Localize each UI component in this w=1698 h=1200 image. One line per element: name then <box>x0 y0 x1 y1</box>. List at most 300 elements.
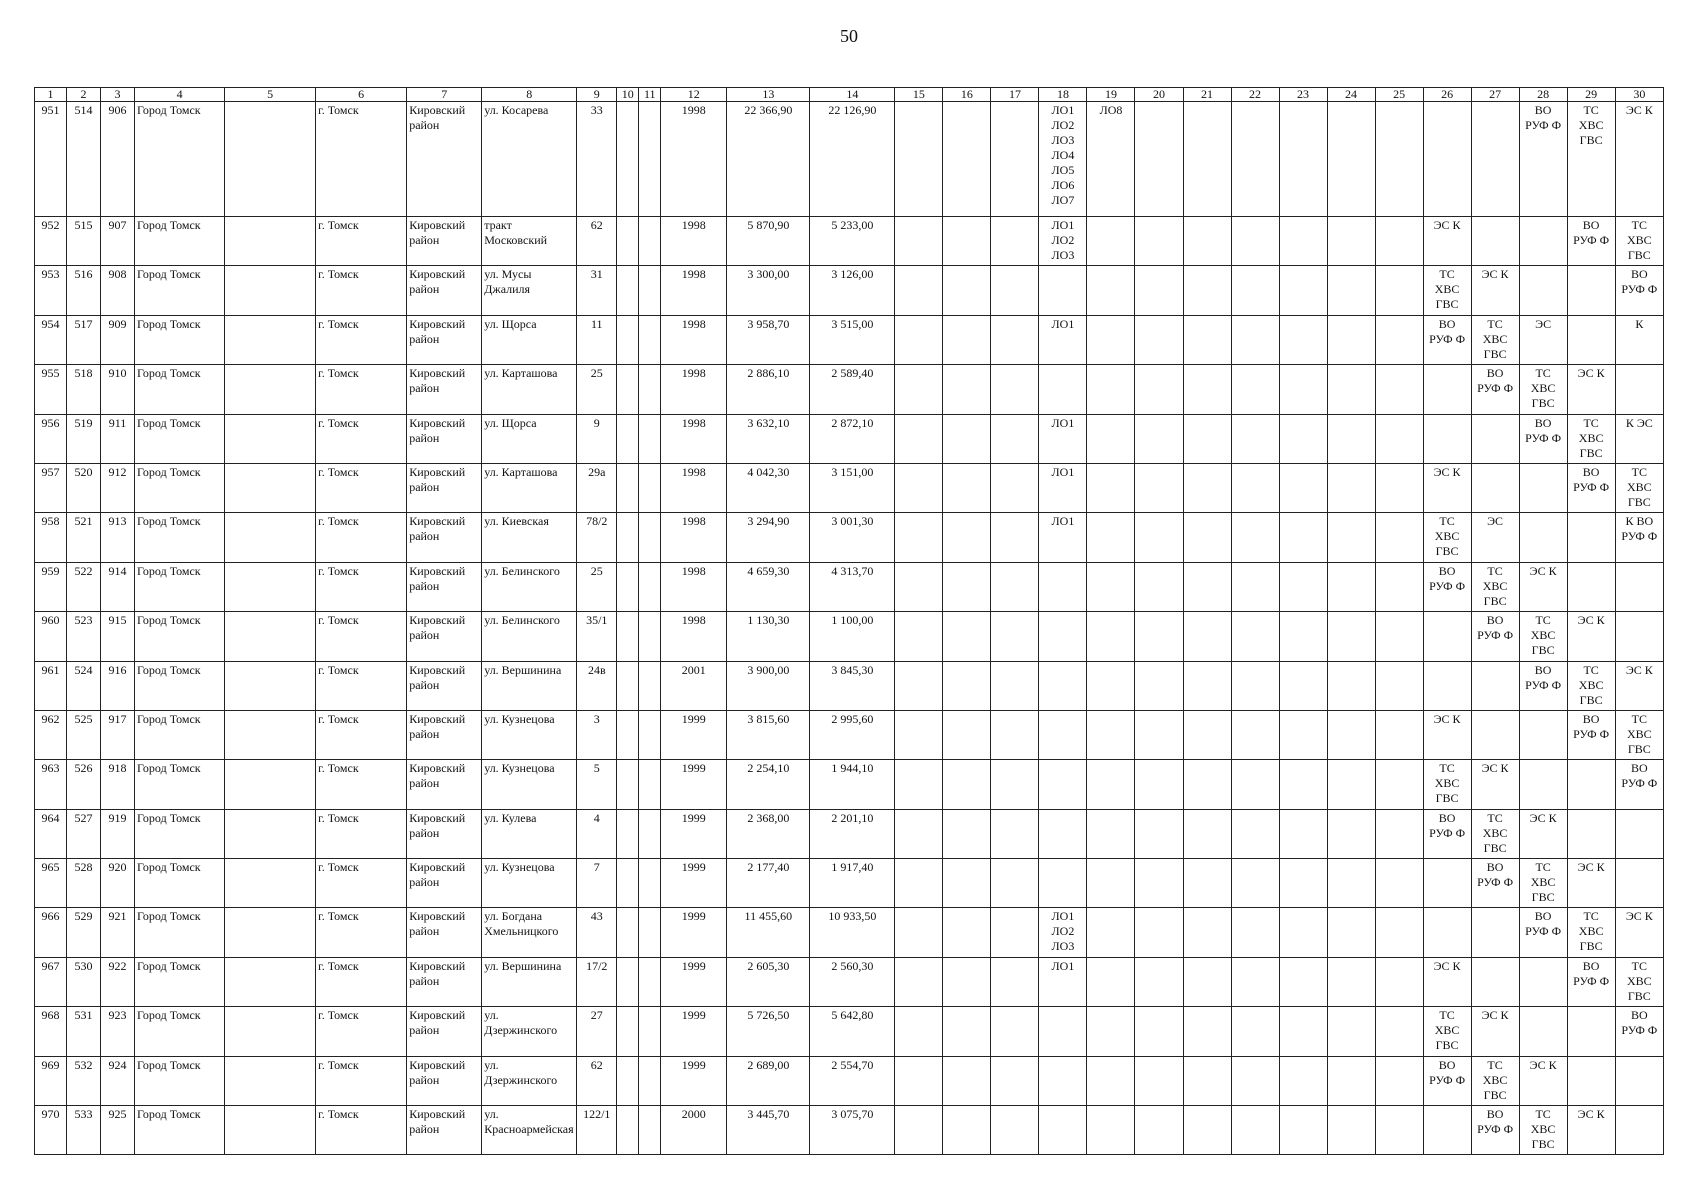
table-cell: 3 900,00 <box>727 661 810 710</box>
table-cell <box>1135 957 1183 1006</box>
table-cell <box>1279 957 1327 1006</box>
table-cell: 918 <box>101 760 135 809</box>
table-cell: ТС ХВС ГВС <box>1567 414 1615 463</box>
table-cell: 10 933,50 <box>810 908 895 957</box>
table-cell <box>1231 217 1279 266</box>
table-cell <box>1135 315 1183 364</box>
table-cell: г. Томск <box>316 365 407 414</box>
table-cell <box>617 102 639 217</box>
table-cell <box>1135 414 1183 463</box>
table-row <box>35 414 1664 463</box>
table-cell: 22 366,90 <box>727 102 810 217</box>
table-cell <box>639 1007 661 1056</box>
table-cell: 911 <box>101 414 135 463</box>
table-cell: 526 <box>67 760 101 809</box>
table-cell <box>1375 760 1423 809</box>
table-cell <box>225 513 316 562</box>
table-row <box>35 809 1664 858</box>
table-cell: 955 <box>35 365 67 414</box>
column-header: 16 <box>943 88 991 102</box>
table-cell: ТС ХВС ГВС <box>1615 957 1663 1006</box>
table-cell: 122/1 <box>577 1106 617 1155</box>
table-cell <box>1231 760 1279 809</box>
table-cell: 952 <box>35 217 67 266</box>
table-cell <box>1087 562 1135 611</box>
table-cell: 960 <box>35 612 67 661</box>
table-cell <box>639 760 661 809</box>
table-cell <box>617 1056 639 1105</box>
table-cell: ул. Вершинина <box>482 957 577 1006</box>
table-cell <box>225 710 316 759</box>
table-cell <box>1087 414 1135 463</box>
table-cell <box>1039 266 1087 315</box>
table-cell: 917 <box>101 710 135 759</box>
table-cell <box>639 217 661 266</box>
table-cell <box>1183 266 1231 315</box>
table-cell: ЭС К <box>1519 809 1567 858</box>
table-cell: г. Томск <box>316 562 407 611</box>
table-cell <box>639 710 661 759</box>
table-cell <box>1087 315 1135 364</box>
table-cell: Кировский район <box>407 513 482 562</box>
table-cell: ВО РУФ Ф <box>1615 1007 1663 1056</box>
table-cell: 957 <box>35 463 67 512</box>
table-cell <box>1183 315 1231 364</box>
table-cell: 923 <box>101 1007 135 1056</box>
table-cell <box>1039 365 1087 414</box>
table-row <box>35 612 1664 661</box>
table-cell: 1999 <box>661 1056 727 1105</box>
table-cell: 962 <box>35 710 67 759</box>
table-cell: ЭС К <box>1615 102 1663 217</box>
table-cell <box>1183 661 1231 710</box>
table-cell <box>1087 1106 1135 1155</box>
table-cell: 3 632,10 <box>727 414 810 463</box>
table-cell <box>1135 102 1183 217</box>
table-cell: ВО РУФ Ф <box>1423 315 1471 364</box>
table-cell <box>943 463 991 512</box>
table-cell: г. Томск <box>316 266 407 315</box>
table-cell <box>1375 217 1423 266</box>
table-cell <box>1087 710 1135 759</box>
table-cell: 913 <box>101 513 135 562</box>
column-header: 8 <box>482 88 577 102</box>
table-cell: 525 <box>67 710 101 759</box>
table-cell <box>1567 513 1615 562</box>
table-cell <box>1471 908 1519 957</box>
table-cell <box>1615 1056 1663 1105</box>
table-cell: 43 <box>577 908 617 957</box>
table-cell: 527 <box>67 809 101 858</box>
table-cell: г. Томск <box>316 908 407 957</box>
table-cell <box>639 102 661 217</box>
table-cell <box>991 562 1039 611</box>
table-cell <box>895 957 943 1006</box>
table-cell <box>895 513 943 562</box>
table-cell <box>1135 513 1183 562</box>
table-cell <box>225 760 316 809</box>
column-header: 10 <box>617 88 639 102</box>
table-cell: 5 642,80 <box>810 1007 895 1056</box>
table-cell: тракт Московский <box>482 217 577 266</box>
column-header: 6 <box>316 88 407 102</box>
table-cell: г. Томск <box>316 661 407 710</box>
table-cell <box>1039 710 1087 759</box>
table-cell <box>1423 365 1471 414</box>
table-cell <box>895 562 943 611</box>
table-cell <box>225 562 316 611</box>
table-cell <box>991 760 1039 809</box>
table-cell: ул. Кузнецова <box>482 859 577 908</box>
table-cell <box>1615 859 1663 908</box>
table-cell: ЭС <box>1519 315 1567 364</box>
table-cell <box>1423 1106 1471 1155</box>
table-cell: 519 <box>67 414 101 463</box>
table-cell <box>1279 266 1327 315</box>
table-row <box>35 908 1664 957</box>
table-cell <box>1231 809 1279 858</box>
table-cell <box>1567 315 1615 364</box>
column-header: 25 <box>1375 88 1423 102</box>
column-header: 22 <box>1231 88 1279 102</box>
table-cell <box>895 809 943 858</box>
table-cell: 24в <box>577 661 617 710</box>
table-cell: ТС ХВС ГВС <box>1615 463 1663 512</box>
table-cell: 3 445,70 <box>727 1106 810 1155</box>
column-header: 19 <box>1087 88 1135 102</box>
table-cell: ул. Щорса <box>482 414 577 463</box>
table-cell <box>1615 1106 1663 1155</box>
table-cell: 1999 <box>661 908 727 957</box>
table-cell: 531 <box>67 1007 101 1056</box>
table-cell: ул. Щорса <box>482 315 577 364</box>
table-cell <box>1327 217 1375 266</box>
table-cell <box>943 957 991 1006</box>
table-cell <box>639 315 661 364</box>
table-cell <box>895 414 943 463</box>
table-cell <box>1327 760 1375 809</box>
table-cell: Город Томск <box>135 1007 225 1056</box>
column-header: 17 <box>991 88 1039 102</box>
table-cell: г. Томск <box>316 1007 407 1056</box>
table-cell <box>639 1056 661 1105</box>
table-cell <box>1231 1106 1279 1155</box>
table-cell <box>1327 908 1375 957</box>
table-cell: ВО РУФ Ф <box>1471 365 1519 414</box>
table-cell: 33 <box>577 102 617 217</box>
table-cell <box>639 463 661 512</box>
table-cell <box>1231 859 1279 908</box>
table-cell <box>991 809 1039 858</box>
housing-register-table <box>34 87 1664 1155</box>
column-header: 13 <box>727 88 810 102</box>
table-cell: ТС ХВС ГВС <box>1567 661 1615 710</box>
table-cell: 2 886,10 <box>727 365 810 414</box>
table-cell: Кировский район <box>407 957 482 1006</box>
table-cell <box>943 710 991 759</box>
table-cell: Город Томск <box>135 102 225 217</box>
table-cell <box>1327 612 1375 661</box>
table-cell: Кировский район <box>407 463 482 512</box>
table-cell <box>1615 365 1663 414</box>
table-cell: 1998 <box>661 612 727 661</box>
table-cell <box>617 513 639 562</box>
table-cell: 1999 <box>661 710 727 759</box>
table-cell <box>943 1007 991 1056</box>
table-cell <box>1423 414 1471 463</box>
table-cell: 2 872,10 <box>810 414 895 463</box>
table-cell: ЭС К <box>1471 266 1519 315</box>
table-cell: 521 <box>67 513 101 562</box>
table-cell <box>943 513 991 562</box>
table-cell: Город Томск <box>135 957 225 1006</box>
table-cell: 2 177,40 <box>727 859 810 908</box>
table-cell <box>225 908 316 957</box>
table-cell: ВО РУФ Ф <box>1567 217 1615 266</box>
table-cell: ЭС К <box>1471 1007 1519 1056</box>
table-cell: 2 560,30 <box>810 957 895 1006</box>
column-header: 18 <box>1039 88 1087 102</box>
table-cell: ВО РУФ Ф <box>1471 1106 1519 1155</box>
table-cell <box>895 612 943 661</box>
table-cell <box>1375 315 1423 364</box>
table-cell <box>1231 661 1279 710</box>
table-cell <box>895 315 943 364</box>
table-cell: Кировский район <box>407 760 482 809</box>
table-cell <box>1471 463 1519 512</box>
table-cell: ул. Кулева <box>482 809 577 858</box>
table-cell: Город Томск <box>135 710 225 759</box>
table-cell: 1 917,40 <box>810 859 895 908</box>
table-cell: ВО РУФ Ф <box>1519 414 1567 463</box>
table-cell <box>991 710 1039 759</box>
table-cell <box>1087 1007 1135 1056</box>
table-cell: ЛО1 ЛО2 ЛО3 ЛО4 ЛО5 ЛО6 ЛО7 <box>1039 102 1087 217</box>
table-cell: 3 151,00 <box>810 463 895 512</box>
table-cell: Кировский район <box>407 661 482 710</box>
table-cell <box>617 957 639 1006</box>
table-cell <box>1327 957 1375 1006</box>
table-cell <box>1423 102 1471 217</box>
table-cell: 533 <box>67 1106 101 1155</box>
table-cell <box>1183 957 1231 1006</box>
table-cell <box>1327 1007 1375 1056</box>
table-cell <box>1471 102 1519 217</box>
table-cell <box>1231 562 1279 611</box>
table-cell <box>895 1056 943 1105</box>
table-cell: 2 689,00 <box>727 1056 810 1105</box>
table-cell <box>617 760 639 809</box>
table-cell <box>1279 1106 1327 1155</box>
table-cell <box>225 612 316 661</box>
table-cell <box>1231 612 1279 661</box>
table-cell: 924 <box>101 1056 135 1105</box>
table-cell: г. Томск <box>316 809 407 858</box>
table-cell: 951 <box>35 102 67 217</box>
table-row <box>35 1007 1664 1056</box>
table-row <box>35 562 1664 611</box>
table-cell <box>1039 1007 1087 1056</box>
table-cell <box>895 908 943 957</box>
table-cell <box>1375 859 1423 908</box>
table-cell <box>943 908 991 957</box>
table-cell: Город Томск <box>135 217 225 266</box>
table-cell: 4 042,30 <box>727 463 810 512</box>
table-cell <box>1327 315 1375 364</box>
table-cell: 970 <box>35 1106 67 1155</box>
table-cell: 78/2 <box>577 513 617 562</box>
column-header: 20 <box>1135 88 1183 102</box>
table-cell <box>639 562 661 611</box>
column-header: 29 <box>1567 88 1615 102</box>
table-cell <box>225 414 316 463</box>
table-cell <box>943 102 991 217</box>
table-cell <box>1327 266 1375 315</box>
table-cell: Город Томск <box>135 1056 225 1105</box>
table-cell: ЭС К <box>1519 1056 1567 1105</box>
table-cell: ЭС К <box>1615 661 1663 710</box>
table-cell <box>895 266 943 315</box>
table-cell <box>1279 908 1327 957</box>
table-cell <box>1567 562 1615 611</box>
table-cell <box>1039 1056 1087 1105</box>
table-cell <box>639 1106 661 1155</box>
table-cell <box>1087 365 1135 414</box>
table-cell <box>1471 661 1519 710</box>
table-cell <box>1087 809 1135 858</box>
column-header: 26 <box>1423 88 1471 102</box>
table-cell <box>1327 513 1375 562</box>
table-cell: г. Томск <box>316 1056 407 1105</box>
table-cell <box>639 414 661 463</box>
table-cell <box>1279 102 1327 217</box>
table-cell: ТС ХВС ГВС <box>1423 513 1471 562</box>
table-cell <box>1375 513 1423 562</box>
table-cell: К ВО РУФ Ф <box>1615 513 1663 562</box>
table-cell: г. Томск <box>316 513 407 562</box>
table-cell: 1998 <box>661 315 727 364</box>
table-cell: 3 845,30 <box>810 661 895 710</box>
table-row <box>35 315 1664 364</box>
table-cell <box>943 612 991 661</box>
table-cell <box>895 1106 943 1155</box>
column-header: 23 <box>1279 88 1327 102</box>
table-cell <box>1183 463 1231 512</box>
table-cell: 1 944,10 <box>810 760 895 809</box>
table-cell: 35/1 <box>577 612 617 661</box>
table-cell <box>991 217 1039 266</box>
table-cell: Город Томск <box>135 859 225 908</box>
table-cell: 524 <box>67 661 101 710</box>
table-cell: 910 <box>101 365 135 414</box>
table-cell: Кировский район <box>407 1106 482 1155</box>
table-cell: 908 <box>101 266 135 315</box>
table-cell <box>1519 266 1567 315</box>
table-cell: Кировский район <box>407 266 482 315</box>
table-cell <box>1231 1007 1279 1056</box>
table-cell <box>1087 266 1135 315</box>
table-cell <box>1279 612 1327 661</box>
table-cell: 5 726,50 <box>727 1007 810 1056</box>
table-cell: ТС ХВС ГВС <box>1423 760 1471 809</box>
table-cell <box>1231 414 1279 463</box>
table-cell: Кировский район <box>407 710 482 759</box>
table-cell <box>1375 661 1423 710</box>
table-cell: г. Томск <box>316 315 407 364</box>
table-cell: 915 <box>101 612 135 661</box>
table-cell <box>991 513 1039 562</box>
table-cell: 4 659,30 <box>727 562 810 611</box>
table-cell <box>991 315 1039 364</box>
table-cell <box>943 661 991 710</box>
table-cell: К ЭС <box>1615 414 1663 463</box>
table-cell: ВО РУФ Ф <box>1567 710 1615 759</box>
column-header: 28 <box>1519 88 1567 102</box>
table-cell <box>1183 414 1231 463</box>
column-header: 24 <box>1327 88 1375 102</box>
table-cell <box>1183 562 1231 611</box>
table-cell: Кировский район <box>407 1056 482 1105</box>
table-cell: 2 254,10 <box>727 760 810 809</box>
table-cell: Кировский район <box>407 1007 482 1056</box>
table-cell <box>1039 1106 1087 1155</box>
table-cell <box>1135 661 1183 710</box>
table-cell: Город Томск <box>135 612 225 661</box>
table-cell: 967 <box>35 957 67 1006</box>
table-cell <box>1327 710 1375 759</box>
table-cell <box>1231 102 1279 217</box>
column-header: 2 <box>67 88 101 102</box>
table-cell: ВО РУФ Ф <box>1567 957 1615 1006</box>
table-cell <box>1327 1056 1375 1105</box>
table-cell <box>1567 1007 1615 1056</box>
table-cell: ЭС К <box>1471 760 1519 809</box>
table-cell <box>617 809 639 858</box>
table-cell: ТС ХВС ГВС <box>1471 562 1519 611</box>
table-cell: 2 201,10 <box>810 809 895 858</box>
table-cell <box>943 315 991 364</box>
table-cell <box>1279 809 1327 858</box>
table-cell: ВО РУФ Ф <box>1423 562 1471 611</box>
column-header: 11 <box>639 88 661 102</box>
table-cell: ТС ХВС ГВС <box>1519 365 1567 414</box>
table-cell <box>1327 809 1375 858</box>
table-row <box>35 710 1664 759</box>
table-cell <box>225 1106 316 1155</box>
table-cell <box>1375 266 1423 315</box>
table-cell: 1999 <box>661 957 727 1006</box>
table-cell <box>1375 562 1423 611</box>
table-cell <box>1279 217 1327 266</box>
table-cell: 5 <box>577 760 617 809</box>
table-cell <box>1327 365 1375 414</box>
table-cell: ВО РУФ Ф <box>1615 760 1663 809</box>
table-cell <box>1375 1056 1423 1105</box>
table-cell: ул. Карташова <box>482 463 577 512</box>
table-cell: ВО РУФ Ф <box>1471 859 1519 908</box>
table-cell <box>1519 463 1567 512</box>
table-cell: 1999 <box>661 1007 727 1056</box>
table-cell <box>1135 562 1183 611</box>
table-cell: 1998 <box>661 562 727 611</box>
table-cell: 1998 <box>661 217 727 266</box>
table-cell <box>1183 513 1231 562</box>
table-row <box>35 760 1664 809</box>
table-cell: 953 <box>35 266 67 315</box>
table-cell <box>895 760 943 809</box>
table-cell: 3 294,90 <box>727 513 810 562</box>
table-cell: 1999 <box>661 859 727 908</box>
